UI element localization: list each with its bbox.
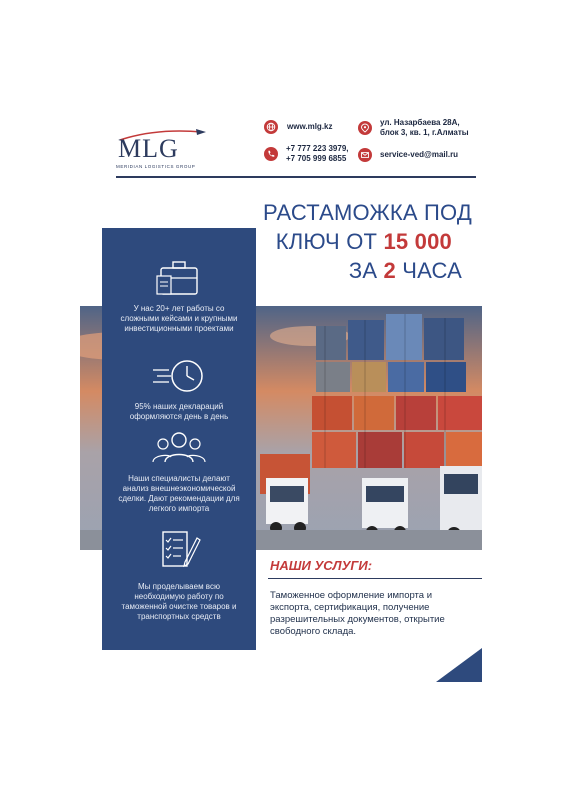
headline-line3: ЗА 2 ЧАСА xyxy=(348,258,462,283)
website-link[interactable]: www.mlg.kz xyxy=(287,122,333,131)
mail-icon xyxy=(358,148,372,162)
services-description: Таможенное оформление импорта и экспорта, сертификация, получение разрешительных документов, открытие свободного склада. xyxy=(270,590,445,637)
features-panel xyxy=(102,228,256,650)
feature-clearance-text: Мы проделываем всю необходимую работу по таможенной очистке товаров и транспортных средств xyxy=(121,582,237,621)
corner-triangle-decoration xyxy=(436,648,482,682)
feature-speed xyxy=(102,356,256,422)
feature-analysis-text: Наши специалисты делают анализ внешнеэкономической сделки. Дают рекомендации для легкого импорта xyxy=(118,474,240,513)
address-line2: блок 3, кв. 1, г.Алматы xyxy=(380,128,469,137)
feature-clearance xyxy=(102,528,256,622)
feature-analysis xyxy=(102,428,256,514)
checklist-icon xyxy=(155,528,203,572)
headline-hours: 2 xyxy=(383,258,396,283)
email-contact xyxy=(358,148,458,162)
location-pin-icon xyxy=(358,121,372,135)
feature-experience xyxy=(102,258,256,334)
team-icon xyxy=(149,428,209,468)
feature-speed-text: 95% наших деклараций оформляются день в день xyxy=(129,402,229,421)
address-line1: ул. Назарбаева 28А, xyxy=(380,118,460,127)
header-divider xyxy=(116,176,476,178)
phone-2[interactable]: +7 705 999 6855 xyxy=(286,154,347,163)
globe-icon xyxy=(264,120,278,134)
headline-price: 15 000 xyxy=(383,229,452,254)
headline-line1: РАСТАМОЖКА ПОД xyxy=(263,200,472,225)
website-contact xyxy=(264,120,333,134)
email-link[interactable]: service-ved@mail.ru xyxy=(380,150,459,159)
phone-icon xyxy=(264,147,278,161)
phone-contact xyxy=(264,144,349,164)
services-title: НАШИ УСЛУГИ: xyxy=(270,558,373,573)
headline-line2: КЛЮЧ ОТ 15 000 xyxy=(275,229,452,254)
logo-name: MLG xyxy=(118,134,179,163)
phone-1[interactable]: +7 777 223 3979, xyxy=(286,144,349,153)
headline xyxy=(263,198,472,285)
feature-experience-text: У нас 20+ лет работы со сложными кейсами и крупными инвестиционными проектами xyxy=(120,304,238,333)
address-contact xyxy=(358,118,469,138)
services-divider xyxy=(268,578,482,579)
fast-clock-icon xyxy=(149,356,209,396)
logo-subtitle: MERIDIAN LOGISTICS GROUP xyxy=(116,164,196,169)
briefcase-icon xyxy=(155,258,203,298)
company-logo xyxy=(116,126,216,174)
flyer xyxy=(80,108,482,682)
